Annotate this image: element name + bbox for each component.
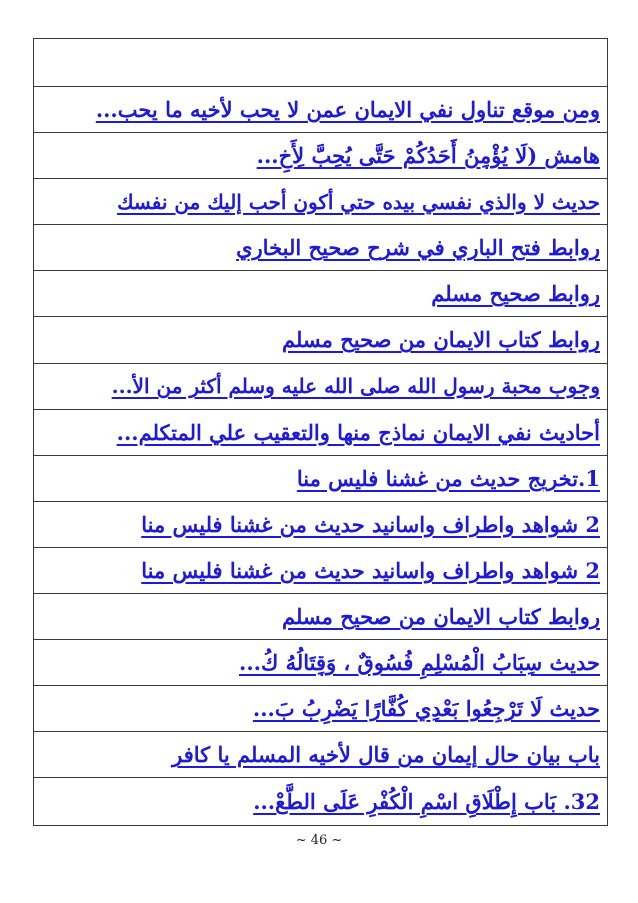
table-row [34,364,607,410]
link-item[interactable]: 2 شواهد واطراف واسانيد حديث من غشنا فليس منا [141,511,600,537]
table-row [34,87,607,133]
link-item[interactable]: باب بيان حال إيمان من قال لأخيه المسلم يا كافر [172,742,600,768]
table-row [34,410,607,456]
table-row [34,317,607,363]
link-item[interactable]: روابط فتح الباري في شرح صحيح البخاري [236,235,600,261]
table-row [34,133,607,179]
table-row [34,502,607,548]
table-row [34,39,607,87]
table-row [34,778,607,824]
link-item[interactable]: حديث لا والذي نفسي بيده حتي أكون أحب إليك من نفسك [117,189,600,214]
table-row [34,456,607,502]
links-table [33,38,608,826]
link-item[interactable]: هامش (لَا يُؤْمِنُ أَحَدُكُمْ حَتَّى يُحِبَّ لِأَخِ... [256,143,600,169]
link-item[interactable]: روابط كتاب الايمان من صحيح مسلم [282,327,600,353]
link-item[interactable]: وجوب محبة رسول الله صلى الله عليه وسلم أكثر من الأ... [111,374,600,399]
link-item[interactable]: 1.تخريج حديث من غشنا فليس منا [296,465,600,491]
page-number: ~ 46 ~ [295,833,343,848]
link-item[interactable]: ومن موقع تناول نفي الايمان عمن لا يحب لأخيه ما يحب... [95,97,600,122]
table-row [34,640,607,686]
table-row [34,548,607,594]
table-row [34,271,607,317]
table-row [34,179,607,225]
link-item[interactable]: روابط صحيح مسلم [431,281,600,307]
link-item[interactable]: روابط كتاب الايمان من صحيح مسلم [282,604,600,630]
table-row [34,225,607,271]
table-row [34,686,607,732]
link-item[interactable]: 2 شواهد واطراف واسانيد حديث من غشنا فليس منا [141,557,600,583]
table-row [34,594,607,640]
link-item[interactable]: حديث سِبَابُ الْمُسْلِمِ فُسُوقٌ ، وَقِتَالُهُ كُ... [239,650,600,676]
table-row [34,732,607,778]
link-item[interactable]: 32. بَاب إِطْلَاقِ اسْمِ الْكُفْرِ عَلَى الطَّعْ... [253,788,600,814]
link-item[interactable]: أحاديث نفي الايمان نماذج منها والتعقيب علي المتكلم... [116,419,600,445]
link-item[interactable]: حديث لَا تَرْجِعُوا بَعْدِي كُفَّارًا يَضْرِبُ بَ... [252,696,600,722]
